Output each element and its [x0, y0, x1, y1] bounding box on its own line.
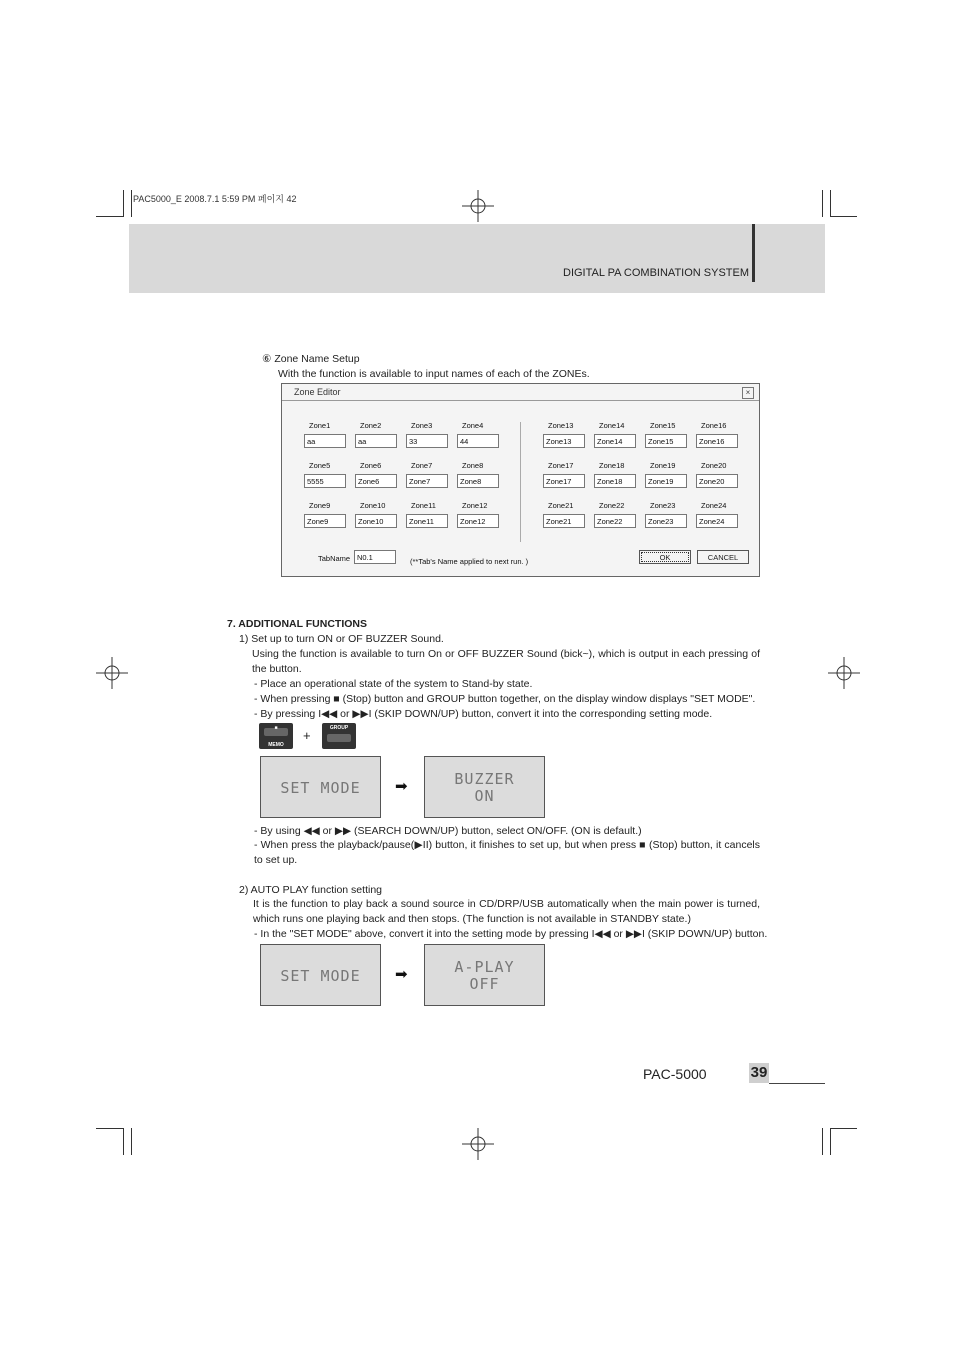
zone-label: Zone13	[548, 421, 574, 430]
header-accent-bar	[752, 224, 755, 282]
zone-name-input[interactable]: aa	[355, 434, 397, 448]
zone-name-input[interactable]: Zone23	[645, 514, 687, 528]
tabname-input[interactable]: N0.1	[354, 550, 396, 564]
lcd-aplay-off	[424, 944, 545, 1006]
zone-name-input[interactable]: Zone8	[457, 474, 499, 488]
plus-sign: +	[303, 728, 311, 743]
crop-mark	[96, 216, 123, 217]
stop-icon: ■	[274, 725, 278, 731]
zone-label: Zone18	[599, 461, 625, 470]
buzzer-step-5: - When press the playback/pause(▶II) button, it finishes to set up, but when press ■ (Stop) button, it cancels to set up.	[254, 839, 760, 866]
zone-group-divider	[520, 422, 521, 542]
print-slug: PAC5000_E 2008.7.1 5:59 PM 페이지 42	[133, 194, 297, 204]
header-title: DIGITAL PA COMBINATION SYSTEM	[563, 267, 750, 279]
zone-label: Zone4	[462, 421, 484, 430]
zone-name-input[interactable]: Zone21	[543, 514, 585, 528]
zone-name-input[interactable]: Zone13	[543, 434, 585, 448]
group-button-image	[322, 723, 356, 749]
crop-mark	[123, 1128, 124, 1155]
footer-model: PAC-5000	[643, 1066, 707, 1082]
arrow-right-icon: ➡	[395, 966, 408, 983]
buzzer-step-1: - Place an operational state of the system to Stand-by state.	[254, 678, 533, 690]
zone-label: Zone22	[599, 501, 625, 510]
zone-label: Zone24	[701, 501, 727, 510]
registration-mark-right	[828, 657, 860, 689]
tab-note: (**Tab's Name applied to next run. )	[410, 557, 529, 566]
zone-label: Zone6	[360, 461, 382, 470]
zone-name-input[interactable]: Zone20	[696, 474, 738, 488]
lcd-line: SET MODE	[280, 779, 361, 797]
zone-label: Zone9	[309, 501, 331, 510]
zone-label: Zone16	[701, 421, 727, 430]
memo-stop-button-image	[259, 723, 293, 749]
zone-label: Zone10	[360, 501, 386, 510]
dialog-title: Zone Editor	[294, 387, 341, 397]
crop-mark	[830, 190, 831, 217]
zone-label: Zone3	[411, 421, 433, 430]
zone-editor-dialog	[281, 383, 760, 577]
lcd-set-mode	[260, 756, 381, 818]
crop-mark	[822, 190, 823, 217]
registration-mark-left	[96, 657, 128, 689]
lcd-buzzer-on	[424, 756, 545, 818]
zone-label: Zone2	[360, 421, 382, 430]
crop-mark	[830, 216, 857, 217]
zone-name-input[interactable]: Zone10	[355, 514, 397, 528]
autoplay-title: 2) AUTO PLAY function setting	[239, 884, 382, 896]
buzzer-desc: Using the function is available to turn On or OFF BUZZER Sound (bick~), which is output in each pressing of the button.	[252, 648, 760, 675]
crop-mark	[131, 190, 132, 217]
zone-name-input[interactable]: Zone12	[457, 514, 499, 528]
zone-setup-desc: With the function is available to input names of each of the ZONEs.	[278, 368, 590, 380]
crop-mark	[822, 1128, 823, 1155]
crop-mark	[830, 1128, 831, 1155]
lcd-line: BUZZER	[454, 770, 515, 788]
group-label: GROUP	[329, 725, 349, 731]
crop-mark	[96, 1128, 123, 1129]
crop-mark	[123, 190, 124, 217]
footer-rule	[769, 1083, 825, 1084]
zone-name-input[interactable]: Zone17	[543, 474, 585, 488]
lcd-line: ON	[474, 787, 495, 805]
zone-name-input[interactable]: Zone14	[594, 434, 636, 448]
cancel-button[interactable]: CANCEL	[697, 550, 749, 564]
zone-label: Zone11	[411, 501, 436, 510]
zone-label: Zone17	[548, 461, 574, 470]
buzzer-step-4: - By using ◀◀ or ▶▶ (SEARCH DOWN/UP) button, select ON/OFF. (ON is default.)	[254, 825, 642, 837]
buzzer-step-3: - By pressing I◀◀ or ▶▶I (SKIP DOWN/UP) button, convert it into the corresponding setting mode.	[254, 708, 713, 720]
zone-name-input[interactable]: 44	[457, 434, 499, 448]
zone-label: Zone23	[650, 501, 676, 510]
zone-label: Zone14	[599, 421, 625, 430]
tabname-label: TabName	[318, 554, 351, 563]
dialog-title-separator	[282, 400, 759, 401]
zone-name-input[interactable]: Zone22	[594, 514, 636, 528]
lcd-set-mode	[260, 944, 381, 1006]
zone-name-input[interactable]: Zone18	[594, 474, 636, 488]
zone-label: Zone8	[462, 461, 484, 470]
memo-label: MEMO	[268, 742, 284, 748]
zone-label: Zone5	[309, 461, 331, 470]
zone-label: Zone15	[650, 421, 676, 430]
zone-label: Zone19	[650, 461, 676, 470]
registration-mark-top	[462, 190, 494, 222]
header-band	[129, 224, 825, 293]
zone-name-input[interactable]: Zone7	[406, 474, 448, 488]
zone-label: Zone7	[411, 461, 433, 470]
lcd-line: A-PLAY	[454, 958, 515, 976]
zone-name-input[interactable]: 33	[406, 434, 448, 448]
zone-setup-heading: ⑥ Zone Name Setup	[262, 353, 360, 365]
zone-label: Zone20	[701, 461, 727, 470]
crop-mark	[830, 1128, 857, 1129]
page-number: 39	[750, 1064, 768, 1081]
autoplay-step-1: - In the "SET MODE" above, convert it into the setting mode by pressing I◀◀ or ▶▶I (SKIP DOWN/UP) button.	[254, 928, 768, 940]
zone-label: Zone1	[309, 421, 331, 430]
zone-name-input[interactable]: Zone15	[645, 434, 687, 448]
zone-name-input[interactable]: 5555	[304, 474, 346, 488]
buzzer-title: 1) Set up to turn ON or OF BUZZER Sound.	[239, 633, 444, 645]
lcd-line: SET MODE	[280, 967, 361, 985]
registration-mark-bottom	[462, 1128, 494, 1160]
section-heading: 7. ADDITIONAL FUNCTIONS	[227, 618, 368, 630]
lcd-line: OFF	[469, 975, 500, 993]
zone-name-input[interactable]: Zone16	[696, 434, 738, 448]
autoplay-desc: It is the function to play back a sound source in CD/DRP/USB automatically when the main power is turned, which runs one playing back and then stops. (The function is not available in STANDBY state.)	[253, 898, 760, 925]
zone-name-input[interactable]: aa	[304, 434, 346, 448]
ok-button[interactable]: OK	[639, 550, 691, 564]
zone-name-input[interactable]: Zone6	[355, 474, 397, 488]
zone-name-input[interactable]: Zone9	[304, 514, 346, 528]
buzzer-step-2: - When pressing ■ (Stop) button and GROUP button together, on the display window displays "SET MODE".	[254, 693, 756, 705]
zone-label: Zone12	[462, 501, 488, 510]
zone-name-input[interactable]: Zone11	[406, 514, 448, 528]
zone-name-input[interactable]: Zone24	[696, 514, 738, 528]
zone-name-input[interactable]: Zone19	[645, 474, 687, 488]
arrow-right-icon: ➡	[395, 778, 408, 795]
crop-mark	[131, 1128, 132, 1155]
zone-label: Zone21	[548, 501, 574, 510]
close-icon[interactable]: ×	[742, 387, 754, 399]
